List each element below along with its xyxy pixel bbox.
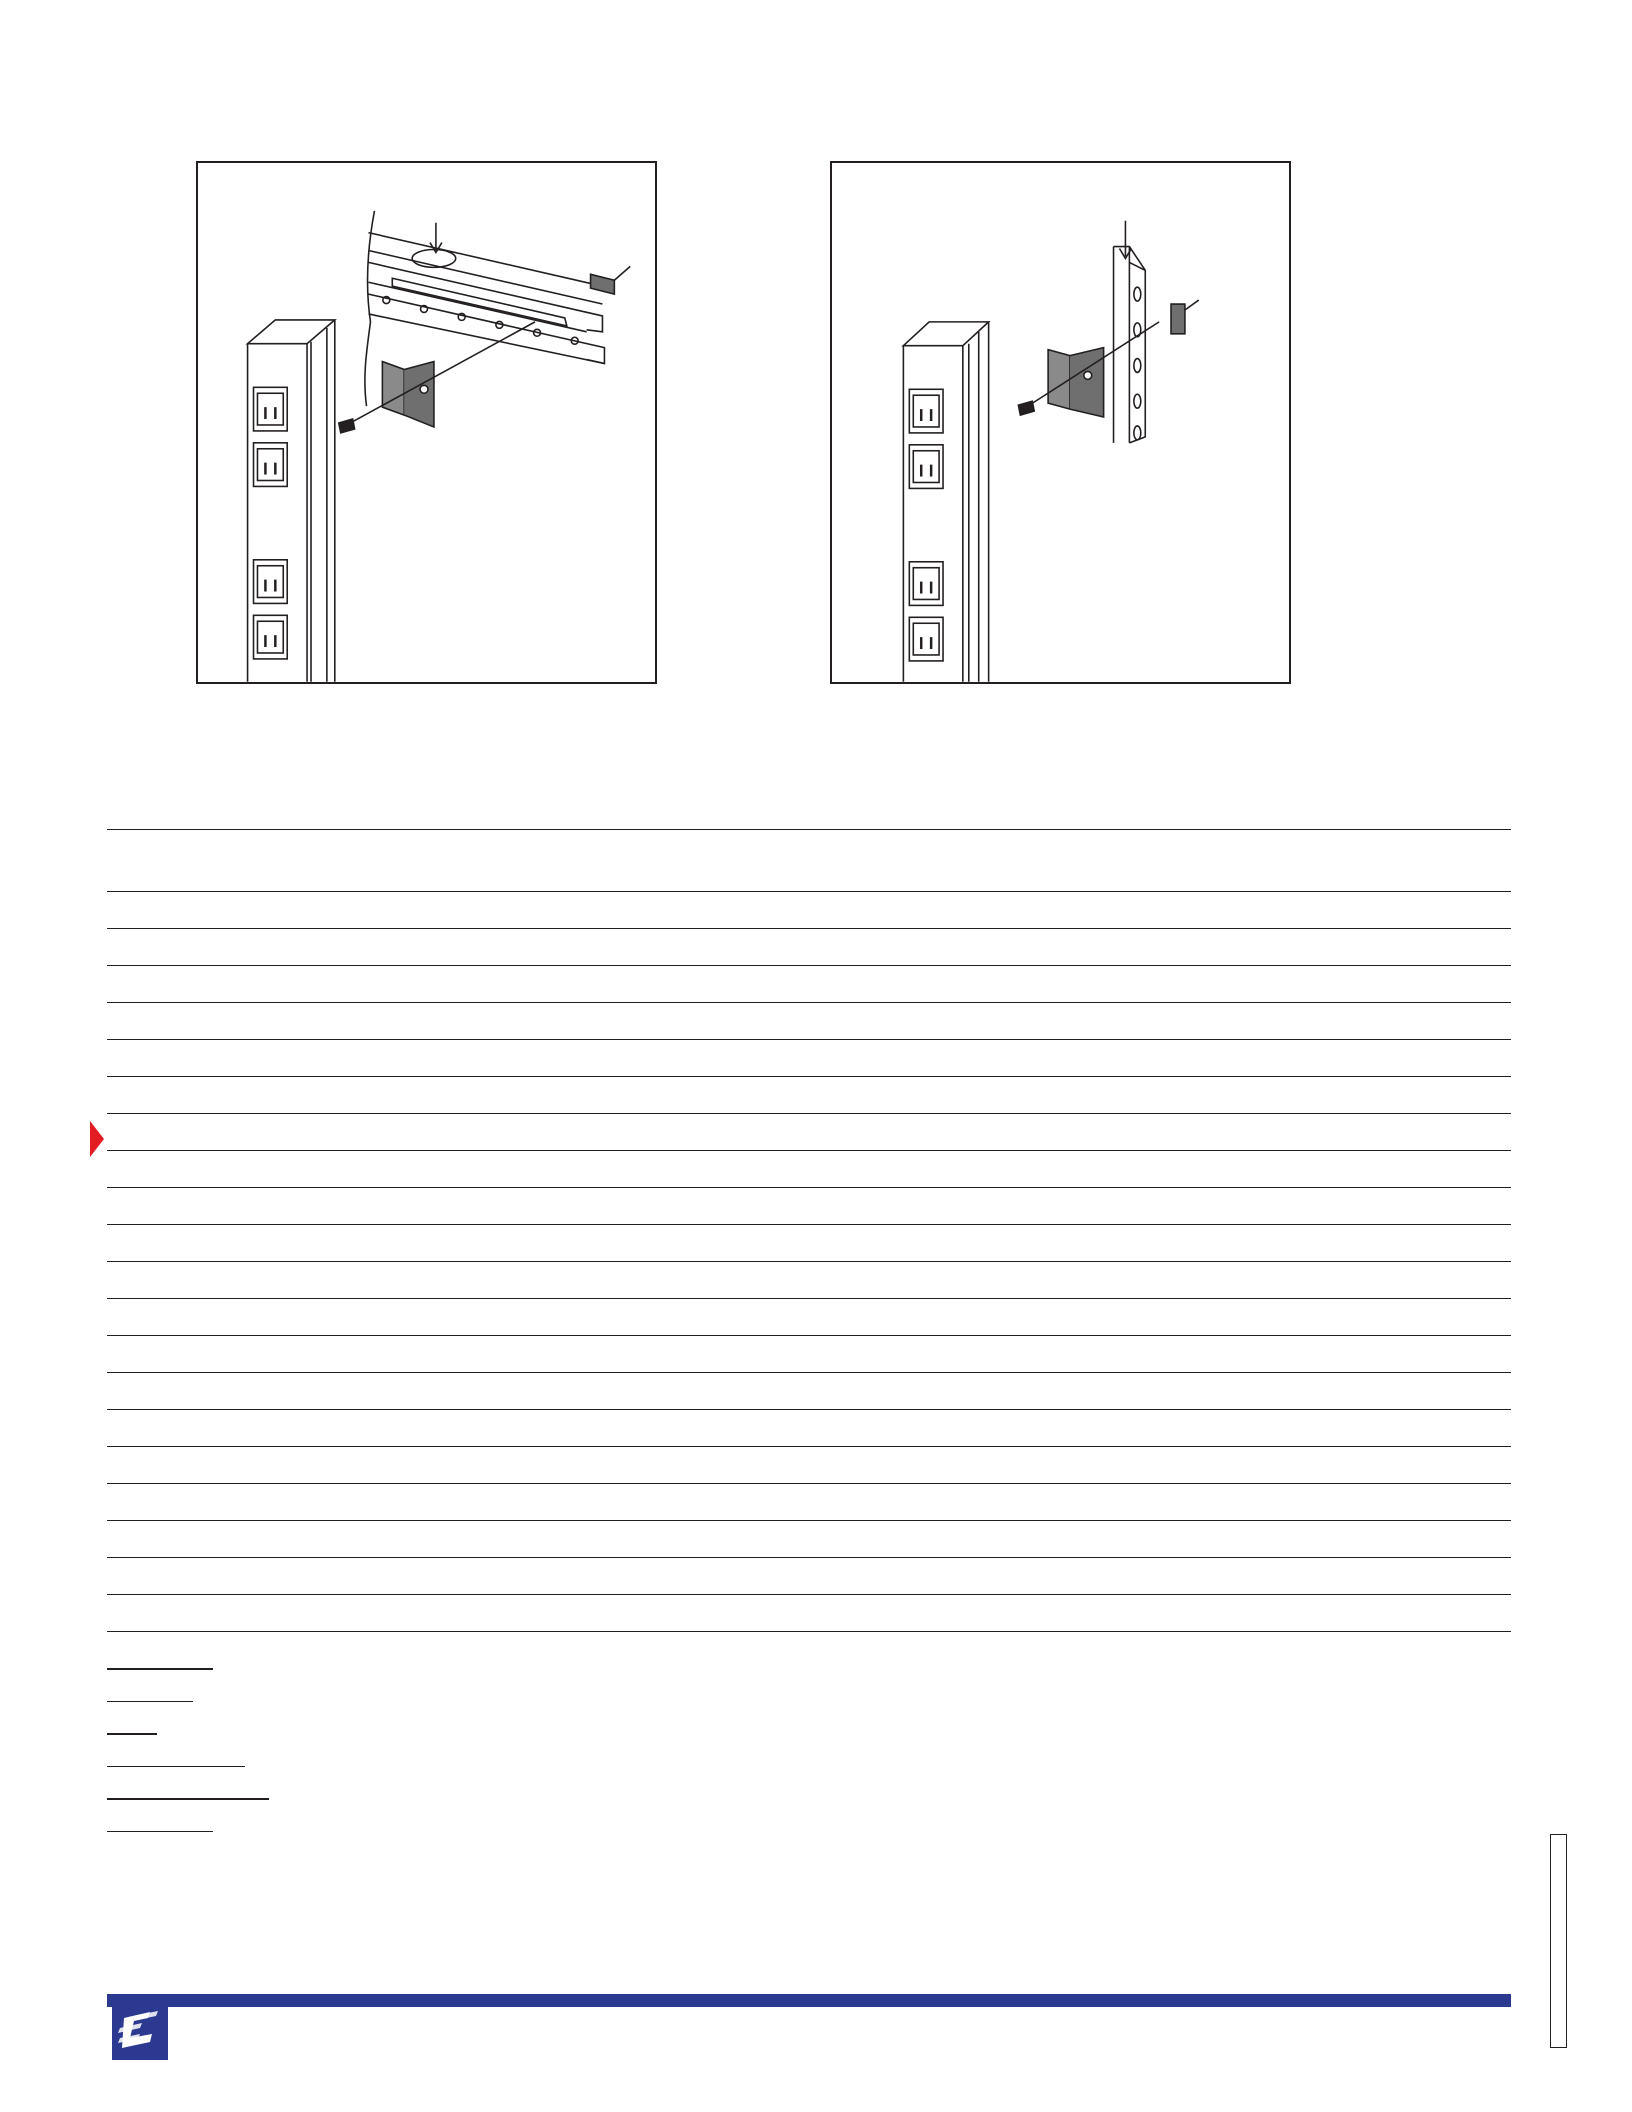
highlight-arrow-marker xyxy=(90,1121,104,1157)
footnote-line xyxy=(107,1733,157,1735)
footnote-line xyxy=(107,1766,245,1768)
footnote-line xyxy=(107,1831,213,1833)
table-row xyxy=(107,1151,1511,1188)
specification-table xyxy=(107,829,1511,1632)
table-row xyxy=(107,1040,1511,1077)
table-row xyxy=(107,1262,1511,1299)
table-row xyxy=(107,966,1511,1003)
table-row xyxy=(107,929,1511,966)
table-row xyxy=(107,1114,1511,1151)
table-row xyxy=(107,1336,1511,1373)
table-header-row xyxy=(107,829,1511,892)
table-row xyxy=(107,1595,1511,1632)
table-row xyxy=(107,1558,1511,1595)
footnote-line xyxy=(107,1701,193,1703)
footnote-line xyxy=(107,1798,269,1800)
figure-vertical-rail-mount xyxy=(830,161,1291,684)
section-side-tab xyxy=(1550,1834,1567,2048)
table-row xyxy=(107,1225,1511,1262)
table-row xyxy=(107,1447,1511,1484)
table-row xyxy=(107,1410,1511,1447)
footer-bar xyxy=(107,1994,1511,2007)
vertical-rail-mount-illustration xyxy=(832,163,1289,682)
horizontal-rail-mount-illustration xyxy=(198,163,655,682)
figure-horizontal-rail-mount xyxy=(196,161,657,684)
footnote-line xyxy=(107,1668,213,1670)
table-row xyxy=(107,1299,1511,1336)
table-row xyxy=(107,1077,1511,1114)
footnotes xyxy=(107,1668,269,1863)
table-row xyxy=(107,1188,1511,1225)
table-row xyxy=(107,892,1511,929)
company-logo-icon xyxy=(112,2004,168,2060)
table-row xyxy=(107,1003,1511,1040)
table-row xyxy=(107,1521,1511,1558)
table-row xyxy=(107,1373,1511,1410)
table-row xyxy=(107,1484,1511,1521)
